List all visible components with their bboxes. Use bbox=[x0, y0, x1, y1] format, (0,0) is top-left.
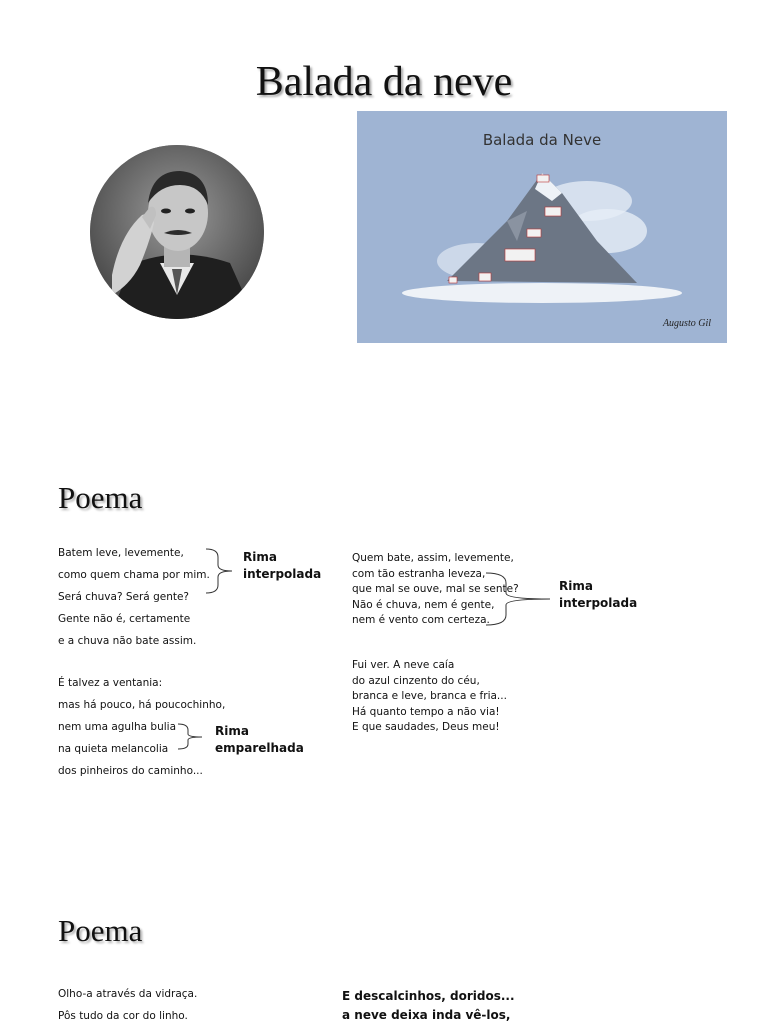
poem-line: do azul cinzento do céu, bbox=[352, 674, 480, 687]
poem-line: Fui ver. A neve caía bbox=[352, 659, 455, 671]
poem-line: É talvez a ventania: bbox=[58, 677, 163, 689]
cover-author: Augusto Gil bbox=[662, 318, 711, 329]
poem-line: mas há pouco, há poucochinho, bbox=[58, 699, 226, 711]
poem-line: nem uma agulha bulia bbox=[58, 721, 177, 733]
rhyme-annotation: Rima emparelhada bbox=[215, 724, 304, 755]
poem-line: Olho-a através da vidraça. bbox=[58, 988, 198, 1000]
section-heading: Poema bbox=[58, 480, 143, 515]
poem-line: Pôs tudo da cor do linho. bbox=[58, 1010, 188, 1022]
poem-stanza bbox=[352, 658, 507, 736]
poem-line: como quem chama por mim. bbox=[58, 569, 210, 581]
section-heading: Poema bbox=[58, 913, 143, 948]
poem-line: branca e leve, branca e fria... bbox=[352, 690, 507, 702]
poem-stanza bbox=[342, 987, 515, 1025]
poem-line: Não é chuva, nem é gente, bbox=[352, 598, 495, 611]
page-title: Balada da neve bbox=[255, 59, 513, 105]
poem-line: na quieta melancolia bbox=[58, 743, 169, 755]
cover-image bbox=[357, 111, 727, 343]
poem-stanza bbox=[58, 983, 197, 1027]
poem-line: e a chuva não bate assim. bbox=[58, 635, 197, 647]
poem-line: Batem leve, levemente, bbox=[58, 547, 184, 559]
mountain-illustration bbox=[357, 111, 727, 343]
rhyme-annotation: Rima interpolada bbox=[559, 579, 638, 610]
cover-title: Balada da Neve bbox=[482, 131, 602, 149]
poem-stanza bbox=[58, 542, 210, 652]
poem-line: que mal se ouve, mal se sente? bbox=[352, 583, 519, 595]
poem-line: E que saudades, Deus meu! bbox=[352, 721, 500, 733]
poem-line: E descalcinhos, doridos... bbox=[342, 989, 515, 1003]
poem-line: Há quanto tempo a não via! bbox=[352, 705, 500, 718]
poem-line: Será chuva? Será gente? bbox=[58, 591, 189, 603]
poem-line: com tão estranha leveza, bbox=[352, 567, 486, 580]
rhyme-annotation: Rima interpolada bbox=[243, 550, 322, 581]
author-portrait bbox=[90, 145, 264, 319]
poem-line: nem é vento com certeza. bbox=[352, 614, 490, 626]
poem-line: dos pinheiros do caminho... bbox=[58, 765, 203, 777]
rhyme-brace bbox=[204, 547, 236, 595]
portrait-illustration bbox=[90, 145, 264, 319]
poem-line: Quem bate, assim, levemente, bbox=[352, 552, 514, 564]
poem-line: Gente não é, certamente bbox=[58, 613, 191, 625]
rhyme-brace bbox=[176, 722, 206, 752]
rhyme-brace bbox=[484, 571, 554, 627]
poem-line: a neve deixa inda vê-los, bbox=[342, 1008, 511, 1022]
